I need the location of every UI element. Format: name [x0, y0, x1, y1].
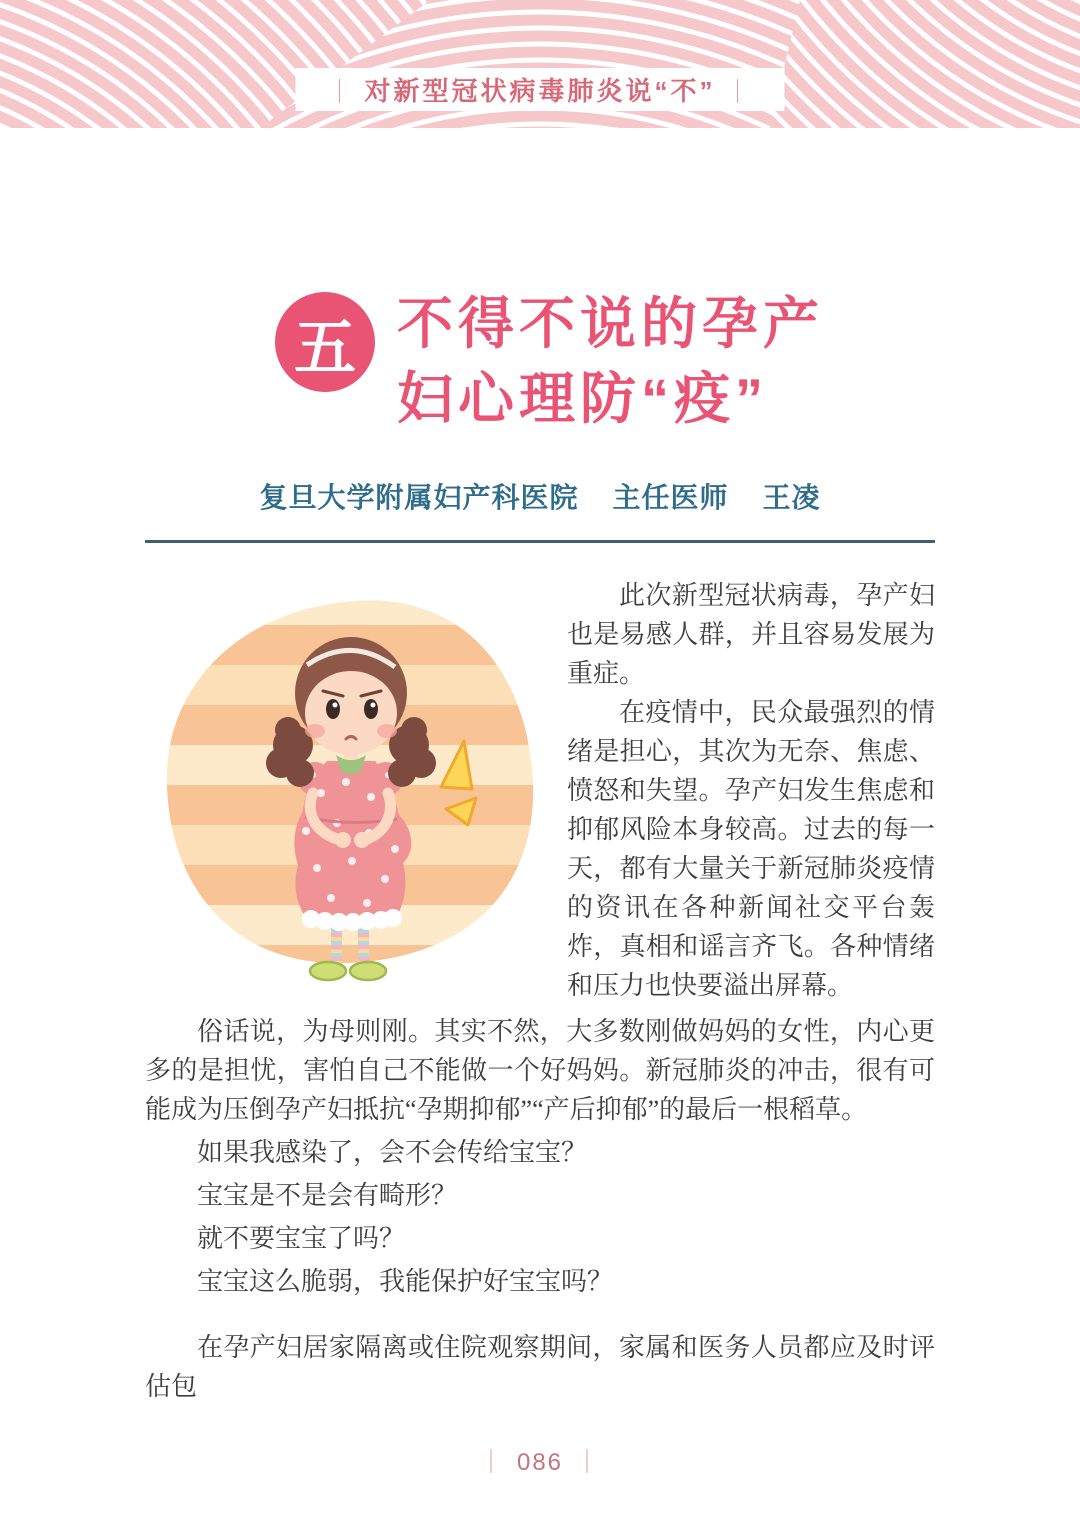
footer-bar-right: ｜ [575, 1449, 602, 1476]
section-title-line2: 妇心理防“疫” [397, 367, 768, 430]
section-title-line1: 不得不说的孕产 [397, 292, 824, 355]
banner-bar-left: ｜ [327, 79, 355, 106]
paragraph-3: 俗话说，为母则刚。其实不然，大多数刚做妈妈的女性，内心更多的是担忧，害怕自己不能做一个好妈妈。新冠肺炎的冲击，很有可能成为压倒孕产妇抵抗“孕期抑郁”“产后抑郁”的最后一根稻草。 [145, 1017, 935, 1124]
page-header-banner [0, 0, 1080, 128]
question-line-1: 如果我感染了，会不会传给宝宝？ [197, 1138, 588, 1167]
byline-affiliation: 复旦大学附属妇产科医院 [259, 482, 579, 513]
page-number: 086 [516, 1449, 564, 1476]
article-body [145, 543, 935, 1406]
closing-paragraph: 在孕产妇居家隔离或住院观察期间，家属和医务人员都应及时评估包 [145, 1333, 935, 1401]
byline [0, 476, 1080, 516]
banner-title-text: 对新型冠状病毒肺炎说“不” [364, 76, 716, 106]
footer-bar-left: ｜ [478, 1449, 505, 1476]
banner-title-box [295, 68, 784, 111]
section-title [397, 286, 824, 436]
illustration-container [145, 580, 557, 1012]
question-line-4: 宝宝这么脆弱，我能保护好宝宝吗？ [197, 1267, 614, 1296]
pregnant-woman-illustration [145, 580, 557, 990]
page-footer [0, 1442, 1080, 1477]
paragraph-1: 此次新型冠状病毒，孕产妇也是易感人群，并且容易发展为重症。 [567, 581, 935, 688]
byline-author-name: 王凌 [762, 482, 821, 513]
banner-title [317, 76, 762, 106]
section-title-block [275, 286, 1080, 436]
question-line-3: 就不要宝宝了吗？ [197, 1224, 406, 1253]
byline-job-title: 主任医师 [612, 482, 729, 513]
section-number-badge: 五 [275, 292, 375, 392]
banner-bar-right: ｜ [725, 79, 753, 106]
question-line-2: 宝宝是不是会有畸形？ [197, 1181, 458, 1210]
paragraph-2: 在疫情中，民众最强烈的情绪是担心，其次为无奈、焦虑、愤怒和失望。孕产妇发生焦虑和抑郁风险本身较高。过去的每一天，都有大量关于新冠肺炎疫情的资讯在各种新闻社交平台轰炸，真相和谣言齐飞。各种情绪和压力也快要溢出屏幕。 [567, 698, 935, 1000]
